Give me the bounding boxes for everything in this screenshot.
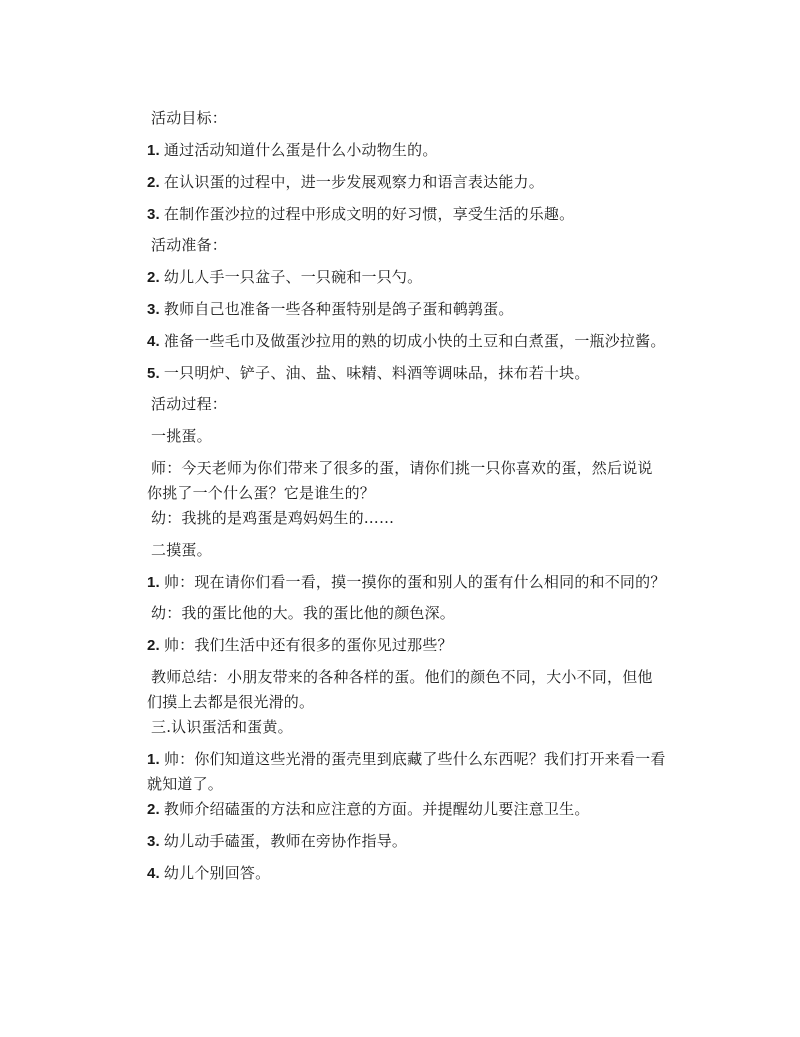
list-item: [147, 265, 667, 290]
item-number: 5.: [147, 365, 160, 382]
list-item: [147, 747, 667, 796]
item-number: 1.: [147, 574, 160, 591]
paragraph-text: 在认识蛋的过程中，进一步发展观察力和语言表达能力。: [163, 173, 544, 191]
item-number: 4.: [147, 333, 160, 350]
list-item: [147, 138, 667, 163]
paragraph-text: 在制作蛋沙拉的过程中形成文明的好习惯，享受生活的乐趣。: [163, 205, 575, 223]
paragraph-text: 帅：现在请你们看一看，摸一摸你的蛋和别人的蛋有什么相同的和不同的？: [163, 573, 666, 591]
list-item: [147, 361, 667, 386]
list-item: [147, 633, 667, 658]
paragraph-text: 幼：我的蛋比他的大。我的蛋比他的颜色深。: [151, 604, 456, 622]
dialogue-paragraph: [147, 456, 667, 505]
paragraph-text: 师：今天老师为你们带来了很多的蛋，请你们挑一只你喜欢的蛋，然后说说你挑了一个什么蛋？它是谁生的？: [147, 459, 653, 502]
paragraph-text: 幼儿人手一只盆子、一只碗和一只勺。: [163, 268, 423, 286]
paragraph-text: 通过活动知道什么蛋是什么小动物生的。: [163, 141, 438, 159]
paragraph-text: 幼儿动手磕蛋，教师在旁协作指导。: [163, 832, 408, 850]
list-item: [147, 829, 667, 854]
item-number: 2.: [147, 637, 160, 654]
paragraph-text: 教师总结：小朋友带来的各种各样的蛋。他们的颜色不同，大小不同，但他们摸上去都是很光滑的。: [147, 668, 653, 711]
paragraph-text: 活动准备：: [151, 236, 228, 254]
item-number: 2.: [147, 269, 160, 286]
list-item: [147, 797, 667, 822]
paragraph-text: 教师自己也准备一些各种蛋特别是鸽子蛋和鹌鹑蛋。: [163, 300, 514, 318]
paragraph-text: 一只明炉、铲子、油、盐、味精、料酒等调味品，抹布若十块。: [163, 364, 590, 382]
paragraph-text: 二摸蛋。: [151, 541, 212, 559]
step-heading: [147, 538, 667, 563]
item-number: 3.: [147, 833, 160, 850]
step-heading: [147, 424, 667, 449]
item-number: 1.: [147, 751, 160, 768]
item-number: 2.: [147, 174, 160, 191]
summary-paragraph: [147, 665, 667, 714]
dialogue-paragraph: [147, 601, 667, 626]
dialogue-paragraph: [147, 506, 667, 531]
list-item: [147, 202, 667, 227]
paragraph-text: 活动过程：: [151, 395, 228, 413]
paragraph-text: 准备一些毛巾及做蛋沙拉用的熟的切成小快的土豆和白煮蛋，一瓶沙拉酱。: [163, 332, 666, 350]
paragraph-text: 教师介绍磕蛋的方法和应注意的方面。并提醒幼儿要注意卫生。: [163, 800, 590, 818]
section-heading-goals: [147, 106, 667, 131]
item-number: 3.: [147, 301, 160, 318]
paragraph-text: 活动目标：: [151, 109, 228, 127]
item-number: 1.: [147, 142, 160, 159]
paragraph-text: 帅：我们生活中还有很多的蛋你见过那些？: [163, 636, 453, 654]
item-number: 3.: [147, 206, 160, 223]
paragraph-text: 三.认识蛋活和蛋黄。: [151, 718, 293, 736]
item-number: 2.: [147, 801, 160, 818]
paragraph-text: 帅：你们知道这些光滑的蛋壳里到底藏了些什么东西呢？我们打开来看一看就知道了。: [147, 750, 666, 793]
step-heading: [147, 715, 667, 740]
list-item: [147, 297, 667, 322]
paragraph-text: 幼：我挑的是鸡蛋是鸡妈妈生的……: [151, 509, 395, 527]
paragraph-text: 一挑蛋。: [151, 427, 212, 445]
list-item: [147, 570, 667, 595]
item-number: 4.: [147, 865, 160, 882]
section-heading-process: [147, 392, 667, 417]
list-item: [147, 329, 667, 354]
paragraph-text: 幼儿个别回答。: [163, 864, 271, 882]
list-item: [147, 861, 667, 886]
list-item: [147, 170, 667, 195]
section-heading-preparation: [147, 233, 667, 258]
